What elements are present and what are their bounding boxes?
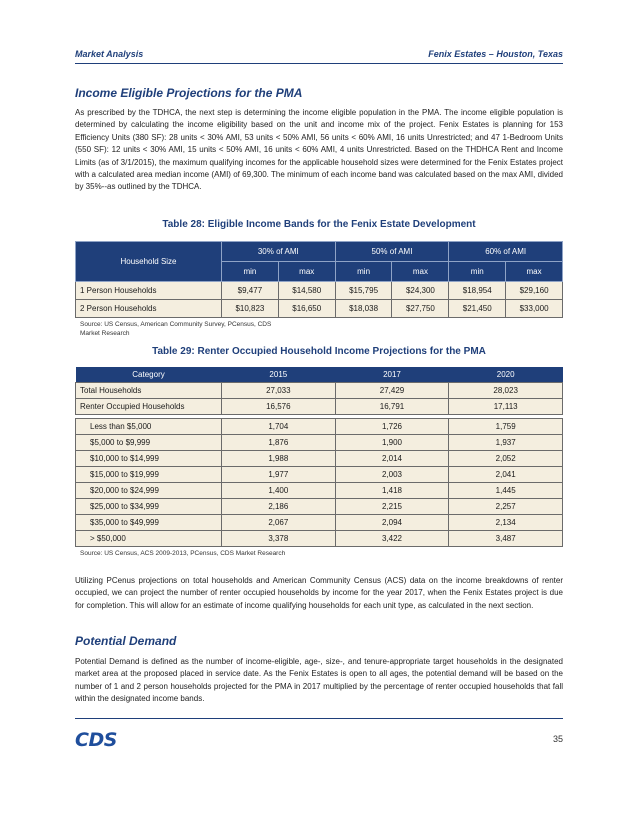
page-number: 35	[552, 734, 563, 744]
row-label: $15,000 to $19,999	[76, 467, 222, 483]
row-label: 1 Person Households	[76, 282, 222, 300]
cell: 2,215	[335, 499, 449, 515]
row-label: $25,000 to $34,999	[76, 499, 222, 515]
cell: $29,160	[506, 282, 563, 300]
cell: 3,487	[449, 531, 563, 547]
cell: 2,094	[335, 515, 449, 531]
cell: 16,576	[222, 399, 336, 415]
footer-rule	[75, 718, 563, 719]
row-label: $35,000 to $49,999	[76, 515, 222, 531]
cds-logo: CDS	[75, 729, 117, 751]
row-label: $20,000 to $24,999	[76, 483, 222, 499]
table28-eligible-income-bands	[75, 241, 563, 318]
cell: $21,450	[449, 300, 506, 318]
cell: $14,580	[278, 282, 335, 300]
cell: 27,429	[335, 383, 449, 399]
cell: 28,023	[449, 383, 563, 399]
table-row	[76, 451, 563, 467]
table28-caption: Table 28: Eligible Income Bands for the Fenix Estate Development	[162, 219, 476, 230]
section-title-potential-demand: Potential Demand	[75, 634, 177, 648]
cell: 2,003	[335, 467, 449, 483]
header-right: Fenix Estates – Houston, Texas	[428, 49, 563, 59]
row-label: 2 Person Households	[76, 300, 222, 318]
cell: $10,823	[222, 300, 279, 318]
cell: 1,704	[222, 419, 336, 435]
cell: 2,134	[449, 515, 563, 531]
source-line: Source: US Census, American Community Survey, PCensus, CDS	[80, 321, 272, 328]
cell: 1,977	[222, 467, 336, 483]
cell: $16,650	[278, 300, 335, 318]
cell: 1,400	[222, 483, 336, 499]
cell: $18,954	[449, 282, 506, 300]
table-row	[76, 282, 563, 300]
cell: 1,418	[335, 483, 449, 499]
cell: 27,033	[222, 383, 336, 399]
cell: $9,477	[222, 282, 279, 300]
cell: 2,014	[335, 451, 449, 467]
table28-subheader: max	[278, 262, 335, 282]
table29-header: Category	[76, 367, 222, 383]
table28-band: 50% of AMI	[335, 242, 449, 262]
table29-renter-income-projections	[75, 367, 563, 547]
table28-subheader: min	[222, 262, 279, 282]
table28-source	[80, 320, 271, 338]
table29-header: 2015	[222, 367, 336, 383]
projection-paragraph: Utilizing PCenus projections on total households and American Community Census (ACS) data on the income breakdowns of renter occupied, we can project the number of renter occupied households by income for the year 2017, when the Fenix Estates project is due for completion. This will allow for an estimate of income qualifying households for each unit type, as calculated in the next section.	[75, 576, 563, 610]
table-row	[76, 531, 563, 547]
cell: 2,186	[222, 499, 336, 515]
cell: $15,795	[335, 282, 392, 300]
table-row	[76, 515, 563, 531]
section-title-income-eligible: Income Eligible Projections for the PMA	[75, 86, 303, 100]
table-row	[76, 399, 563, 415]
table28-subheader: min	[449, 262, 506, 282]
cell: 1,876	[222, 435, 336, 451]
cell: 1,726	[335, 419, 449, 435]
table28-subheader: max	[506, 262, 563, 282]
table-row	[76, 419, 563, 435]
table29-caption: Table 29: Renter Occupied Household Income Projections for the PMA	[152, 346, 486, 357]
table-row	[76, 483, 563, 499]
row-label: > $50,000	[76, 531, 222, 547]
row-label: Total Households	[76, 383, 222, 399]
cell: $18,038	[335, 300, 392, 318]
table-row	[76, 300, 563, 318]
table29-source: Source: US Census, ACS 2009-2013, PCensus, CDS Market Research	[80, 550, 286, 557]
cell: 1,759	[449, 419, 563, 435]
cell: $24,300	[392, 282, 449, 300]
cell: 1,937	[449, 435, 563, 451]
table28-band: 30% of AMI	[222, 242, 336, 262]
cell: 3,378	[222, 531, 336, 547]
cell: 1,900	[335, 435, 449, 451]
cell: $27,750	[392, 300, 449, 318]
table28-subheader: max	[392, 262, 449, 282]
potential-demand-paragraph: Potential Demand is defined as the number of income-eligible, age-, size-, and tenure-appropriate target households in the designated market area at the proposed placed in service date. As the Fenix Estates is open to all ages, the potential demand will be based on the number of 1 and 2 person households projected for the PMA in 2017 multiplied by the percentage of renter occupied households that fall within the designated income bands.	[75, 657, 563, 704]
row-label: Less than $5,000	[76, 419, 222, 435]
table-row	[76, 383, 563, 399]
header-rule	[75, 63, 563, 64]
table28-row-header: Household Size	[76, 242, 222, 282]
cell: 2,257	[449, 499, 563, 515]
row-label: Renter Occupied Households	[76, 399, 222, 415]
table29-header: 2017	[335, 367, 449, 383]
table28-band: 60% of AMI	[449, 242, 563, 262]
source-line: Market Research	[80, 330, 130, 337]
cell: 2,067	[222, 515, 336, 531]
cell: $33,000	[506, 300, 563, 318]
table-row	[76, 499, 563, 515]
table-row	[76, 467, 563, 483]
table28-subheader: min	[335, 262, 392, 282]
header-left: Market Analysis	[75, 49, 144, 59]
table29-header: 2020	[449, 367, 563, 383]
intro-paragraph: As prescribed by the TDHCA, the next step is determining the income eligible population in the PMA. The income eligible population is determined by calculating the income eligibility based on the unit and income mix of the project. Fenix Estates is planning for 153 Efficiency Units (380 SF): 28 units < 30% AMI, 53 units < 50% AMI, 56 units < 60% AMI, 16 units Unrestricted; and 47 1-Bedroom Units (550 SF): 12 units < 30% AMI, 15 units < 50% AMI, 16 units < 60% AMI, 4 units Unrestricted. Based on the THDHCA Rent and Income Limits (as of 3/1/2015), the maximum qualifying incomes for the applicable household sizes were determined for the Fenix Estates project with a calculated area median income (AMI) of 69,300. The minimum of each income band was calculated based on the max AMI, divided by 35%--as outlined by the TDHCA.	[75, 108, 563, 192]
cell: 1,988	[222, 451, 336, 467]
row-label: $10,000 to $14,999	[76, 451, 222, 467]
table-row	[76, 435, 563, 451]
cell: 3,422	[335, 531, 449, 547]
cell: 2,041	[449, 467, 563, 483]
cell: 16,791	[335, 399, 449, 415]
cell: 1,445	[449, 483, 563, 499]
cell: 17,113	[449, 399, 563, 415]
cell: 2,052	[449, 451, 563, 467]
row-label: $5,000 to $9,999	[76, 435, 222, 451]
